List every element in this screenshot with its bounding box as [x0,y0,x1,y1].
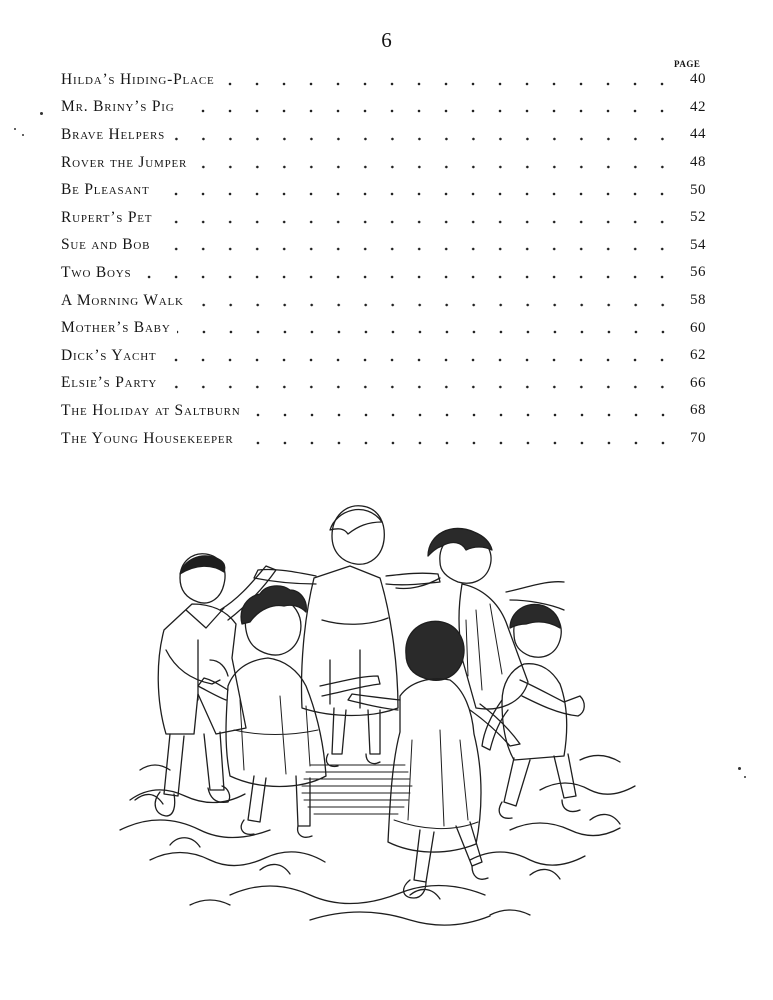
toc-entry-page: 48 [690,154,706,171]
dot-leader [193,165,676,169]
toc-entry-page: 62 [690,347,706,364]
toc-entry-title: Hilda’s Hiding-Place [61,71,220,89]
dot-leader [171,137,676,141]
dot-leader [180,109,676,113]
toc-entry-title: Mother’s Baby [61,319,177,337]
page-number: 6 [381,28,392,52]
toc-entry-title: Brave Helpers [61,126,171,144]
toc-entry-page: 52 [690,209,706,226]
toc-entry-page: 40 [690,71,706,88]
toc-entry-title: A Morning Walk [61,292,190,310]
toc-row [61,397,706,425]
toc-row [61,259,706,287]
toc-entry-title: Rover the Jumper [61,154,193,172]
toc-row [61,287,706,315]
toc-row [61,94,706,122]
toc-entry-title: Be Pleasant [61,181,155,199]
children-ring-dance-illustration [110,500,650,940]
dot-leader [177,330,676,334]
dot-leader [162,358,676,362]
toc-entry-page: 66 [690,374,706,391]
toc-row [61,342,706,370]
page-column-heading: PAGE [674,59,701,69]
floor-hatching [302,765,412,814]
toc-entry-page: 56 [690,264,706,281]
dot-leader [240,441,676,445]
toc-entry-page: 42 [690,98,706,115]
toc-entry-page: 70 [690,430,706,447]
toc-row [61,149,706,177]
dot-leader [220,82,676,86]
dot-leader [158,220,676,224]
toc-row [61,314,706,342]
toc-entry-page: 44 [690,126,706,143]
print-speck [22,134,24,136]
print-speck [738,767,741,770]
ground-swirls [120,755,635,925]
toc-entry-title: Elsie’s Party [61,374,163,392]
toc-entry-page: 54 [690,236,706,253]
toc-row [61,66,706,94]
toc-row [61,425,706,453]
toc-entry-title: Dick’s Yacht [61,347,162,365]
toc-entry-page: 50 [690,181,706,198]
boy-left-figure [155,554,276,816]
girl-back-view-figure [348,621,520,898]
dot-leader [163,385,676,389]
toc-entry-title: Rupert’s Pet [61,209,158,227]
print-speck [744,776,746,778]
toc-entry-page: 58 [690,292,706,309]
toc-entry-page: 68 [690,402,706,419]
toc-entry-title: Mr. Briny’s Pig [61,98,180,116]
toc-entry-title: The Young Housekeeper [61,430,240,448]
toc-entry-page: 60 [690,319,706,336]
toc-row [61,176,706,204]
toc-row [61,370,706,398]
print-speck [14,128,16,130]
dot-leader [156,247,676,251]
table-of-contents [61,66,706,452]
dot-leader [247,413,677,417]
dot-leader [155,192,676,196]
toc-entry-title: Two Boys [61,264,137,282]
toc-row [61,232,706,260]
boy-right-small-figure [482,604,580,818]
dot-leader [190,303,676,307]
toc-entry-title: Sue and Bob [61,236,156,254]
toc-row [61,121,706,149]
toc-entry-title: The Holiday at Saltburn [61,402,247,420]
toc-row [61,204,706,232]
dot-leader [137,275,676,279]
print-speck [40,112,43,115]
